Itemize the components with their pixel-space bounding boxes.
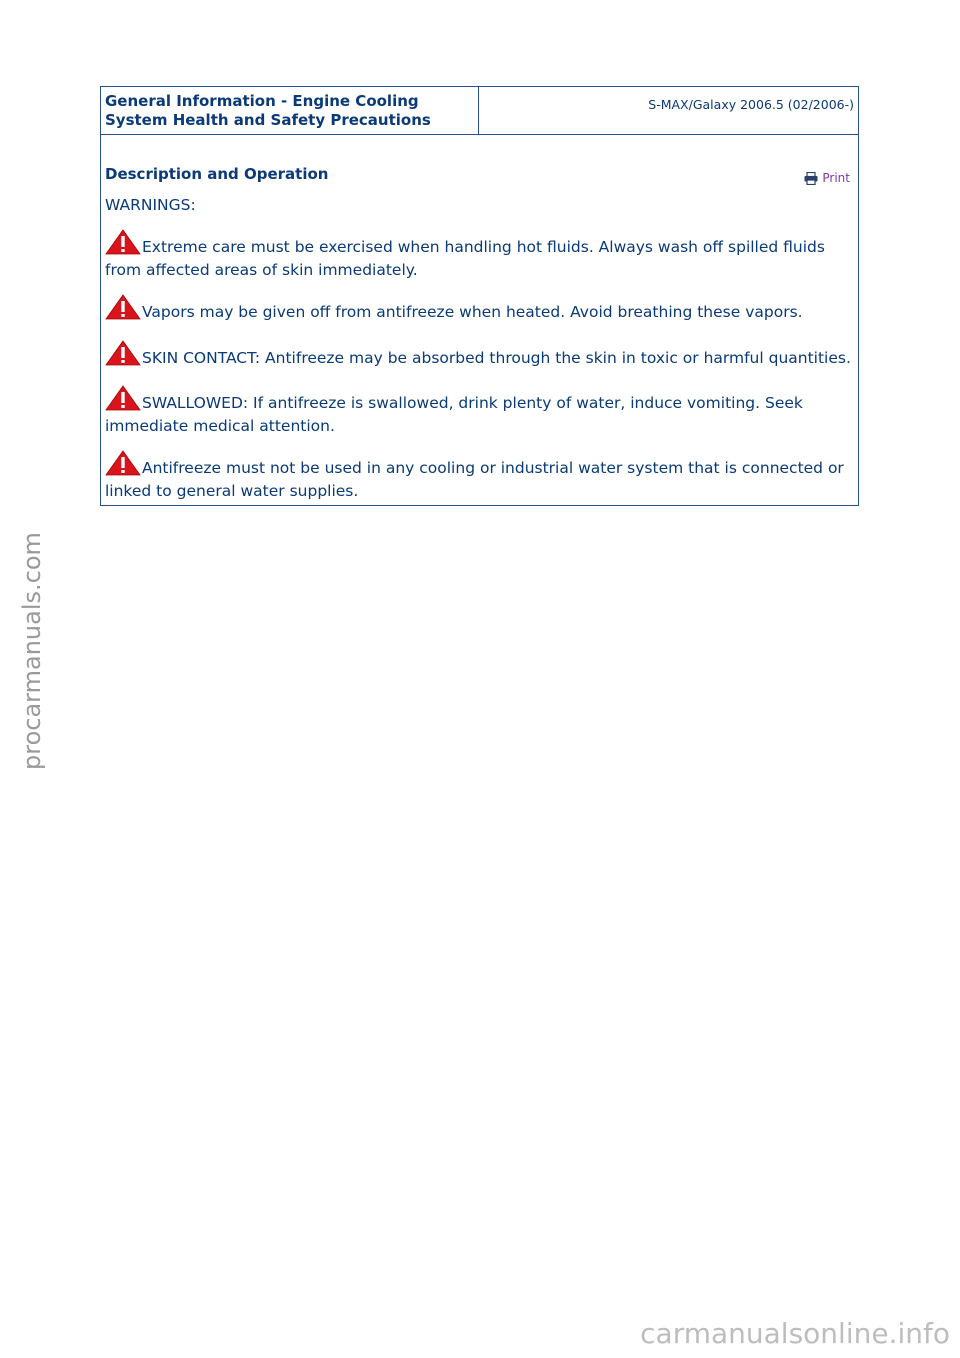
warning-text: Vapors may be given off from antifreeze when heated. Avoid breathing these vapors. (142, 303, 803, 321)
warnings-label: WARNINGS: (105, 196, 196, 214)
print-link[interactable] (804, 171, 850, 185)
warnings-list (105, 229, 854, 501)
title-line-1: General Information - Engine Cooling (105, 92, 419, 110)
warning-text: Extreme care must be exercised when handling hot fluids. Always wash off spilled fluids from affected areas of skin immediately. (105, 238, 825, 279)
print-label: Print (822, 171, 850, 185)
page-header (101, 87, 858, 135)
warning-triangle-icon (105, 450, 141, 482)
model-label: S-MAX/Galaxy 2006.5 (02/2006-) (648, 97, 854, 112)
warning-item (105, 340, 854, 372)
section-title: Description and Operation (105, 165, 329, 183)
manual-page (100, 86, 859, 506)
warning-triangle-icon (105, 229, 141, 261)
warning-item (105, 229, 854, 280)
warning-triangle-icon (105, 294, 141, 326)
side-watermark: procarmanuals.com (18, 532, 46, 770)
title-line-2: System Health and Safety Precautions (105, 111, 431, 129)
warning-triangle-icon (105, 340, 141, 372)
warning-item (105, 450, 854, 501)
warning-text: SWALLOWED: If antifreeze is swallowed, drink plenty of water, induce vomiting. Seek immediate medical attention. (105, 394, 803, 435)
page-body (101, 165, 858, 505)
page-title (101, 87, 479, 134)
warning-text: SKIN CONTACT: Antifreeze may be absorbed through the skin in toxic or harmful quantities. (142, 348, 851, 367)
warning-triangle-icon (105, 385, 141, 417)
bottom-watermark: carmanualsonline.info (640, 1317, 950, 1350)
printer-icon (804, 172, 818, 185)
warning-text: Antifreeze must not be used in any cooling or industrial water system that is connected or linked to general water supplies. (105, 459, 844, 500)
warning-item (105, 294, 854, 326)
warning-item (105, 385, 854, 436)
